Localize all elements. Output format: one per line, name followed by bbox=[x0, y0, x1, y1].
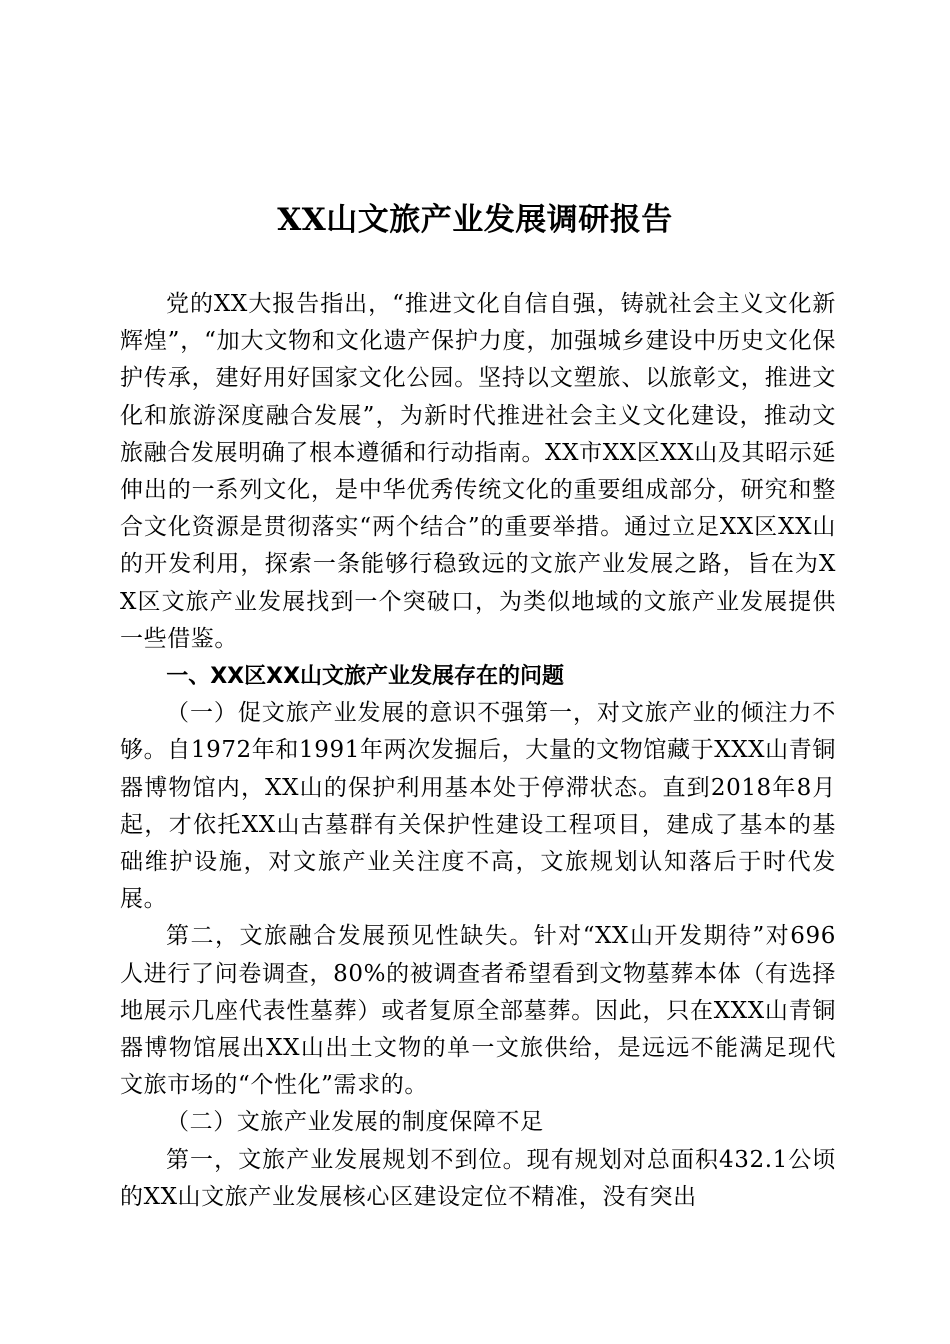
document-title: XX山文旅产业发展调研报告 bbox=[277, 202, 673, 238]
subsection-2-first-paragraph: 第一，文旅产业发展规划不到位。现有规划对总面积432.1公顷的XX山文旅产业发展核心区建设定位不精准，没有突出 bbox=[120, 1146, 836, 1210]
subsection-2-heading: （二）文旅产业发展的制度保障不足 bbox=[166, 1109, 544, 1136]
subsection-1-paragraph: （一）促文旅产业发展的意识不强第一，对文旅产业的倾注力不够。自1972年和1991年两次发掘后，大量的文物馆藏于XXX山青铜器博物馆内，XX山的保护利用基本处于停滞状态。直到2018年8月起，才依托XX山古墓群有关保护性建设工程项目，建成了基本的基础维护设施，对文旅产业关注度不高，文旅规划认知落后于时代发展。 bbox=[120, 700, 836, 913]
subsection-1-second-paragraph: 第二，文旅融合发展预见性缺失。针对“XX山开发期待”对696人进行了问卷调查，80%的被调查者希望看到文物墓葬本体（有选择地展示几座代表性墓葬）或者复原全部墓葬。因此，只在XXX山青铜器博物馆展出XX山出土文物的单一文旅供给，是远远不能满足现代文旅市场的“个性化”需求的。 bbox=[120, 923, 836, 1099]
intro-paragraph: 党的XX大报告指出，“推进文化自信自强，铸就社会主义文化新辉煌”，“加大文物和文化遗产保护力度，加强城乡建设中历史文化保护传承，建好用好国家文化公园。坚持以文塑旅、以旅彰文，推进文化和旅游深度融合发展”，为新时代推进社会主义文化建设，推动文旅融合发展明确了根本遵循和行动指南。XX市XX区XX山及其昭示延伸出的一系列文化，是中华优秀传统文化的重要组成部分，研究和整合文化资源是贯彻落实“两个结合”的重要举措。通过立足XX区XX山的开发利用，探索一条能够行稳致远的文旅产业发展之路，旨在为XX区文旅产业发展找到一个突破口，为类似地域的文旅产业发展提供一些借鉴。 bbox=[120, 291, 836, 652]
document-body bbox=[120, 286, 836, 1216]
section-heading-problems: 一、XX区XX山文旅产业发展存在的问题 bbox=[166, 664, 565, 690]
